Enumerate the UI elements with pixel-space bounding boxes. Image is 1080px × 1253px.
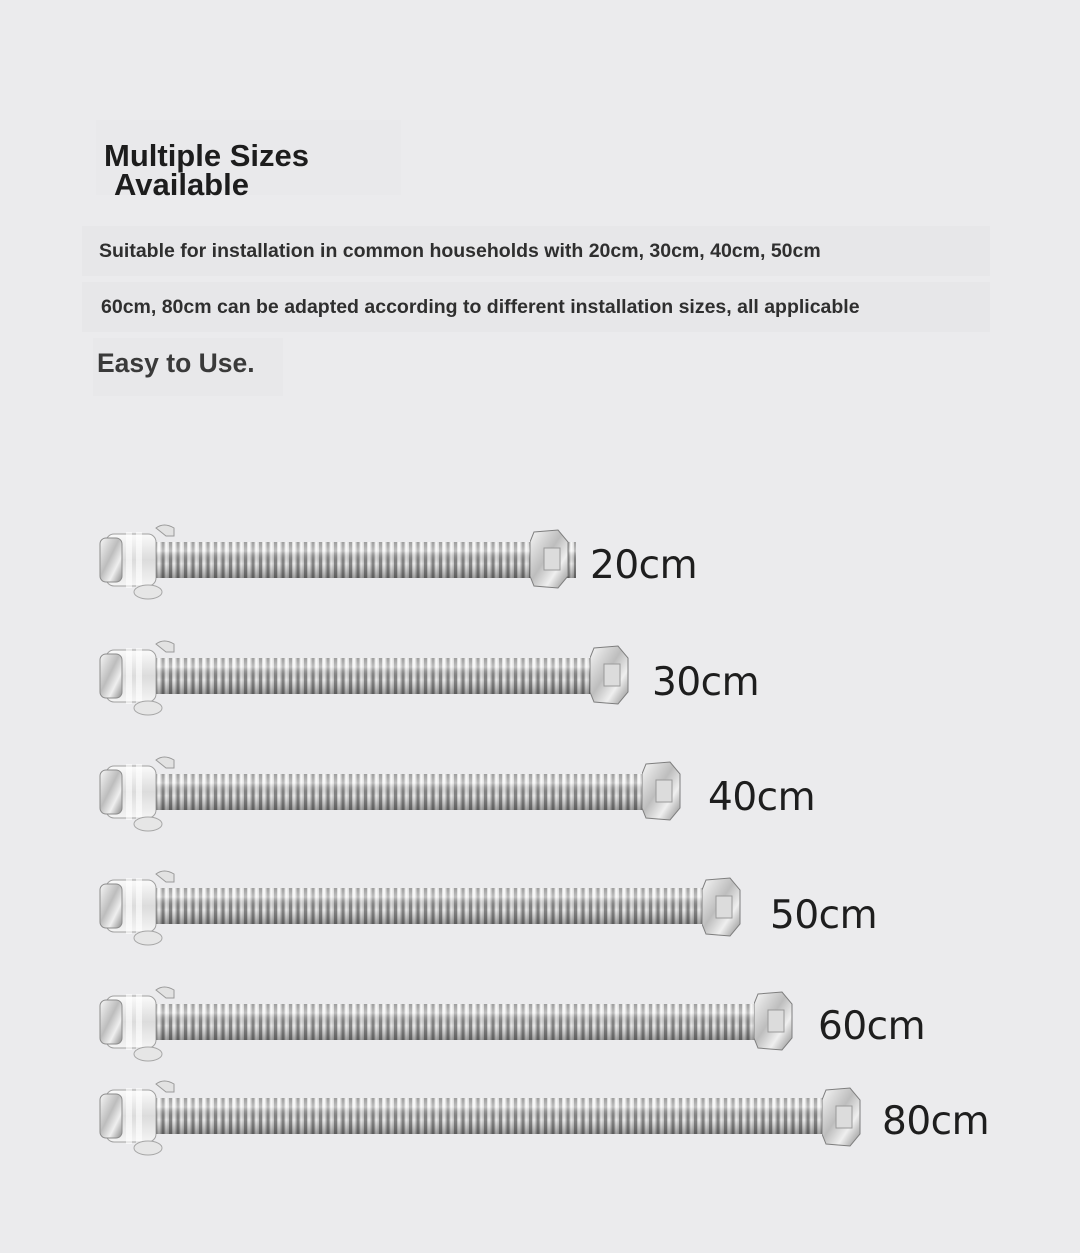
heading-line-1: Multiple Sizes xyxy=(104,138,309,173)
description-line-1: Suitable for installation in common households with 20cm, 30cm, 40cm, 50cm xyxy=(82,226,990,276)
hose-nut-60cm xyxy=(754,990,794,1052)
hose-nut-80cm xyxy=(822,1086,862,1148)
hose-nut-50cm xyxy=(702,876,742,938)
heading-line-2: Available xyxy=(114,167,249,202)
size-label-60cm: 60cm xyxy=(818,1004,926,1049)
size-label-30cm: 30cm xyxy=(652,660,760,705)
subheading-easy-to-use: Easy to Use. xyxy=(93,338,283,396)
hose-image-60cm xyxy=(96,982,796,1062)
hose-image-50cm xyxy=(96,866,746,946)
size-label-40cm: 40cm xyxy=(708,775,816,820)
hose-image-80cm xyxy=(96,1076,866,1156)
description-line-2: 60cm, 80cm can be adapted according to different installation sizes, all applicable xyxy=(82,282,990,332)
size-label-80cm: 80cm xyxy=(882,1099,990,1144)
size-label-50cm: 50cm xyxy=(770,893,878,938)
hose-nut-20cm xyxy=(530,528,570,590)
hose-image-30cm xyxy=(96,636,636,716)
hose-image-20cm xyxy=(96,520,576,600)
size-label-20cm: 20cm xyxy=(590,543,698,588)
hose-nut-40cm xyxy=(642,760,682,822)
hose-nut-30cm xyxy=(590,644,630,706)
hose-image-40cm xyxy=(96,752,686,832)
